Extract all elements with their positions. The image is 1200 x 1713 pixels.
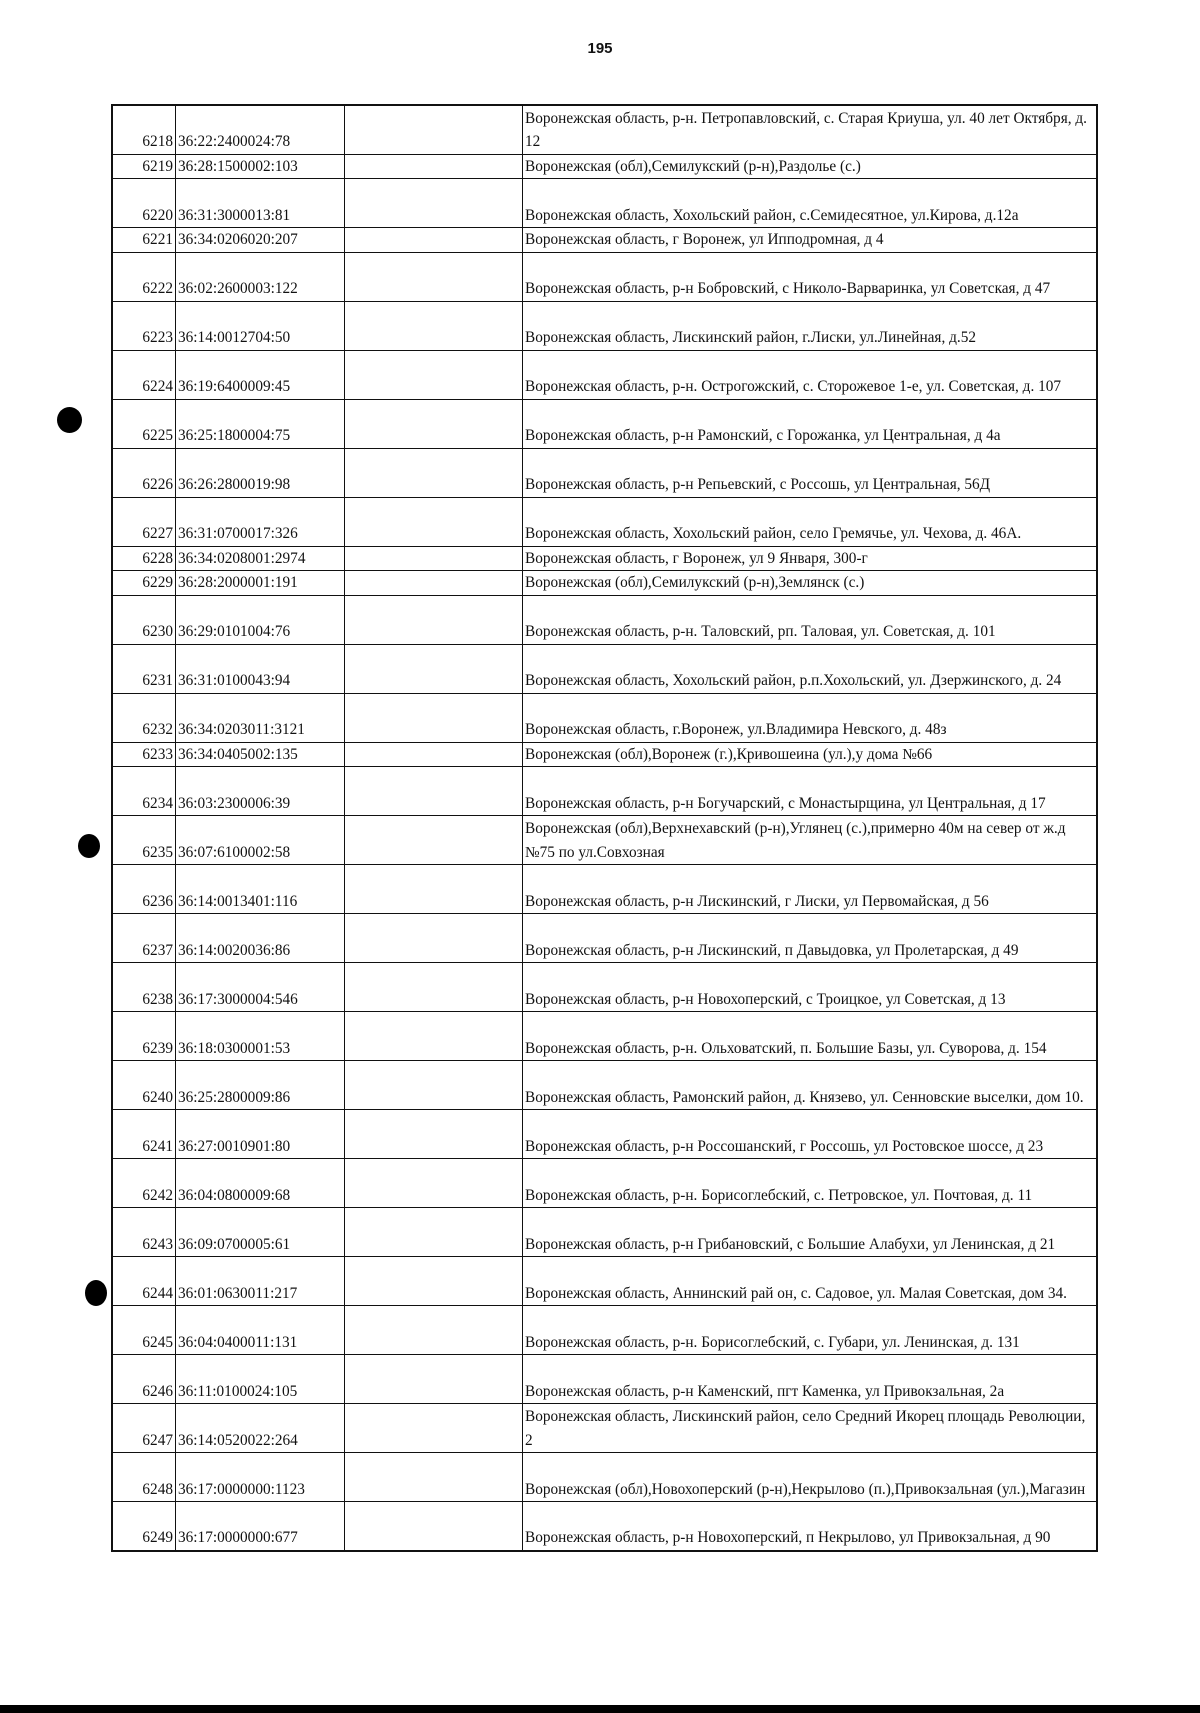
row-number: 6241: [112, 1110, 176, 1159]
cadastral-number: 36:29:0101004:76: [176, 595, 345, 644]
cadastral-number: 36:03:2300006:39: [176, 767, 345, 816]
address-cell: Воронежская область, р-н. Ольховатский, п. Большие Базы, ул. Суворова, д. 154: [523, 1012, 1098, 1061]
table-row: [112, 595, 1097, 644]
empty-cell: [345, 1502, 523, 1551]
table-row: [112, 448, 1097, 497]
row-number: 6236: [112, 865, 176, 914]
table-row: [112, 742, 1097, 767]
table-row: [112, 571, 1097, 596]
table-row: [112, 1012, 1097, 1061]
table-row: [112, 1502, 1097, 1551]
address-cell: Воронежская область, р-н. Таловский, рп. Таловая, ул. Советская, д. 101: [523, 595, 1098, 644]
cadastral-number: 36:28:1500002:103: [176, 154, 345, 179]
table-row: [112, 914, 1097, 963]
cadastral-number: 36:34:0203011:3121: [176, 693, 345, 742]
table-row: [112, 963, 1097, 1012]
empty-cell: [345, 1110, 523, 1159]
address-cell: Воронежская область, Рамонский район, д. Князево, ул. Сенновские выселки, дом 10.: [523, 1061, 1098, 1110]
address-cell: Воронежская область, р-н Каменский, пгт Каменка, ул Привокзальная, 2а: [523, 1355, 1098, 1404]
cadastral-number: 36:07:6100002:58: [176, 816, 345, 865]
row-number: 6224: [112, 350, 176, 399]
address-cell: Воронежская (обл),Воронеж (г.),Кривошеина (ул.),у дома №66: [523, 742, 1098, 767]
address-cell: Воронежская (обл),Семилукский (р-н),Землянск (с.): [523, 571, 1098, 596]
table-row: [112, 1159, 1097, 1208]
empty-cell: [345, 228, 523, 253]
row-number: 6237: [112, 914, 176, 963]
punch-hole-bottom: [85, 1280, 107, 1306]
row-number: 6233: [112, 742, 176, 767]
row-number: 6229: [112, 571, 176, 596]
row-number: 6226: [112, 448, 176, 497]
empty-cell: [345, 350, 523, 399]
address-cell: Воронежская область, р-н Рамонский, с Горожанка, ул Центральная, д 4а: [523, 399, 1098, 448]
cadastral-number: 36:17:0000000:677: [176, 1502, 345, 1551]
empty-cell: [345, 1355, 523, 1404]
row-number: 6248: [112, 1453, 176, 1502]
punch-hole-middle: [78, 834, 100, 858]
row-number: 6223: [112, 301, 176, 350]
address-cell: Воронежская область, Хохольский район, село Гремячье, ул. Чехова, д. 46А.: [523, 497, 1098, 546]
row-number: 6247: [112, 1404, 176, 1453]
table-row: [112, 816, 1097, 865]
empty-cell: [345, 1012, 523, 1061]
address-cell: Воронежская область, Лискинский район, село Средний Икорец площадь Революции, 2: [523, 1404, 1098, 1453]
address-cell: Воронежская область, р-н Новохоперский, с Троицкое, ул Советская, д 13: [523, 963, 1098, 1012]
cadastral-number: 36:34:0208001:2974: [176, 546, 345, 571]
cadastral-number: 36:04:0400011:131: [176, 1306, 345, 1355]
row-number: 6227: [112, 497, 176, 546]
table-row: [112, 301, 1097, 350]
row-number: 6225: [112, 399, 176, 448]
address-cell: Воронежская область, р-н. Петропавловский, с. Старая Криуша, ул. 40 лет Октября, д. 12: [523, 105, 1098, 154]
cadastral-number: 36:25:2800009:86: [176, 1061, 345, 1110]
cadastral-number: 36:31:0100043:94: [176, 644, 345, 693]
row-number: 6220: [112, 179, 176, 228]
empty-cell: [345, 179, 523, 228]
table-row: [112, 350, 1097, 399]
empty-cell: [345, 1061, 523, 1110]
row-number: 6221: [112, 228, 176, 253]
table-row: [112, 154, 1097, 179]
cadastral-number: 36:18:0300001:53: [176, 1012, 345, 1061]
empty-cell: [345, 742, 523, 767]
row-number: 6235: [112, 816, 176, 865]
table-row: [112, 1061, 1097, 1110]
address-cell: Воронежская область, р-н. Борисоглебский, с. Петровское, ул. Почтовая, д. 11: [523, 1159, 1098, 1208]
row-number: 6218: [112, 105, 176, 154]
cadastral-number: 36:28:2000001:191: [176, 571, 345, 596]
table-row: [112, 1355, 1097, 1404]
empty-cell: [345, 448, 523, 497]
empty-cell: [345, 1306, 523, 1355]
cadastral-number: 36:14:0012704:50: [176, 301, 345, 350]
empty-cell: [345, 767, 523, 816]
cadastral-number: 36:11:0100024:105: [176, 1355, 345, 1404]
row-number: 6239: [112, 1012, 176, 1061]
address-cell: Воронежская область, р-н Россошанский, г Россошь, ул Ростовское шоссе, д 23: [523, 1110, 1098, 1159]
empty-cell: [345, 1159, 523, 1208]
address-cell: Воронежская область, Аннинский рай он, с. Садовое, ул. Малая Советская, дом 34.: [523, 1257, 1098, 1306]
table-row: [112, 693, 1097, 742]
table-row: [112, 546, 1097, 571]
scan-edge-bar: [0, 1705, 1200, 1713]
address-cell: Воронежская область, Лискинский район, г.Лиски, ул.Линейная, д.52: [523, 301, 1098, 350]
table-row: [112, 1404, 1097, 1453]
table-row: [112, 399, 1097, 448]
empty-cell: [345, 1404, 523, 1453]
row-number: 6234: [112, 767, 176, 816]
cadastral-number: 36:14:0020036:86: [176, 914, 345, 963]
table-row: [112, 1110, 1097, 1159]
empty-cell: [345, 595, 523, 644]
row-number: 6249: [112, 1502, 176, 1551]
cadastral-number: 36:34:0405002:135: [176, 742, 345, 767]
address-cell: Воронежская область, Хохольский район, с.Семидесятное, ул.Кирова, д.12а: [523, 179, 1098, 228]
empty-cell: [345, 252, 523, 301]
empty-cell: [345, 154, 523, 179]
empty-cell: [345, 963, 523, 1012]
address-cell: Воронежская (обл),Новохоперский (р-н),Некрылово (п.),Привокзальная (ул.),Магазин: [523, 1453, 1098, 1502]
table-row: [112, 1208, 1097, 1257]
empty-cell: [345, 301, 523, 350]
table-row: [112, 1306, 1097, 1355]
cadastral-number: 36:27:0010901:80: [176, 1110, 345, 1159]
row-number: 6231: [112, 644, 176, 693]
row-number: 6232: [112, 693, 176, 742]
cadastral-number: 36:25:1800004:75: [176, 399, 345, 448]
address-cell: Воронежская (обл),Семилукский (р-н),Раздолье (с.): [523, 154, 1098, 179]
empty-cell: [345, 399, 523, 448]
empty-cell: [345, 816, 523, 865]
cadastral-number: 36:17:0000000:1123: [176, 1453, 345, 1502]
row-number: 6245: [112, 1306, 176, 1355]
table-row: [112, 179, 1097, 228]
cadastral-number: 36:22:2400024:78: [176, 105, 345, 154]
row-number: 6222: [112, 252, 176, 301]
cadastral-number: 36:19:6400009:45: [176, 350, 345, 399]
row-number: 6246: [112, 1355, 176, 1404]
address-cell: Воронежская область, г Воронеж, ул 9 Января, 300-г: [523, 546, 1098, 571]
row-number: 6230: [112, 595, 176, 644]
empty-cell: [345, 1208, 523, 1257]
empty-cell: [345, 571, 523, 596]
empty-cell: [345, 1257, 523, 1306]
address-cell: Воронежская область, р-н Грибановский, с Большие Алабухи, ул Ленинская, д 21: [523, 1208, 1098, 1257]
cadastral-number: 36:04:0800009:68: [176, 1159, 345, 1208]
address-cell: Воронежская область, р-н. Борисоглебский, с. Губари, ул. Ленинская, д. 131: [523, 1306, 1098, 1355]
row-number: 6244: [112, 1257, 176, 1306]
cadastral-number: 36:31:3000013:81: [176, 179, 345, 228]
address-cell: Воронежская область, р-н Бобровский, с Николо-Варваринка, ул Советская, д 47: [523, 252, 1098, 301]
address-cell: Воронежская область, Хохольский район, р.п.Хохольский, ул. Дзержинского, д. 24: [523, 644, 1098, 693]
row-number: 6240: [112, 1061, 176, 1110]
cadastral-number: 36:14:0013401:116: [176, 865, 345, 914]
table-row: [112, 252, 1097, 301]
empty-cell: [345, 865, 523, 914]
empty-cell: [345, 1453, 523, 1502]
cadastral-number: 36:01:0630011:217: [176, 1257, 345, 1306]
cadastral-number: 36:09:0700005:61: [176, 1208, 345, 1257]
address-cell: Воронежская область, р-н Лискинский, г Лиски, ул Первомайская, д 56: [523, 865, 1098, 914]
empty-cell: [345, 693, 523, 742]
row-number: 6242: [112, 1159, 176, 1208]
punch-hole-top: [57, 407, 82, 433]
row-number: 6219: [112, 154, 176, 179]
table-row: [112, 1453, 1097, 1502]
page-number: 195: [587, 40, 613, 57]
address-cell: Воронежская область, р-н Богучарский, с Монастырщина, ул Центральная, д 17: [523, 767, 1098, 816]
address-cell: Воронежская область, р-н Репьевский, с Россошь, ул Центральная, 56Д: [523, 448, 1098, 497]
table-row: [112, 865, 1097, 914]
row-number: 6228: [112, 546, 176, 571]
empty-cell: [345, 914, 523, 963]
empty-cell: [345, 546, 523, 571]
table-row: [112, 105, 1097, 154]
cadastral-number: 36:14:0520022:264: [176, 1404, 345, 1453]
address-cell: Воронежская область, г.Воронеж, ул.Владимира Невского, д. 48з: [523, 693, 1098, 742]
table-row: [112, 1257, 1097, 1306]
address-cell: Воронежская область, р-н Лискинский, п Давыдовка, ул Пролетарская, д 49: [523, 914, 1098, 963]
row-number: 6238: [112, 963, 176, 1012]
empty-cell: [345, 644, 523, 693]
empty-cell: [345, 105, 523, 154]
cadastral-number: 36:26:2800019:98: [176, 448, 345, 497]
row-number: 6243: [112, 1208, 176, 1257]
table-row: [112, 228, 1097, 253]
table-row: [112, 644, 1097, 693]
cadastral-number: 36:34:0206020:207: [176, 228, 345, 253]
address-cell: Воронежская (обл),Верхнехавский (р-н),Углянец (с.),примерно 40м на север от ж.д №75 по ул.Совхозная: [523, 816, 1098, 865]
registry-body: [112, 105, 1097, 1551]
cadastral-number: 36:02:2600003:122: [176, 252, 345, 301]
address-cell: Воронежская область, г Воронеж, ул Ипподромная, д 4: [523, 228, 1098, 253]
cadastral-number: 36:17:3000004:546: [176, 963, 345, 1012]
registry-table: [111, 104, 1098, 1552]
table-row: [112, 497, 1097, 546]
empty-cell: [345, 497, 523, 546]
address-cell: Воронежская область, р-н Новохоперский, п Некрылово, ул Привокзальная, д 90: [523, 1502, 1098, 1551]
table-row: [112, 767, 1097, 816]
address-cell: Воронежская область, р-н. Острогожский, с. Сторожевое 1-е, ул. Советская, д. 107: [523, 350, 1098, 399]
cadastral-number: 36:31:0700017:326: [176, 497, 345, 546]
